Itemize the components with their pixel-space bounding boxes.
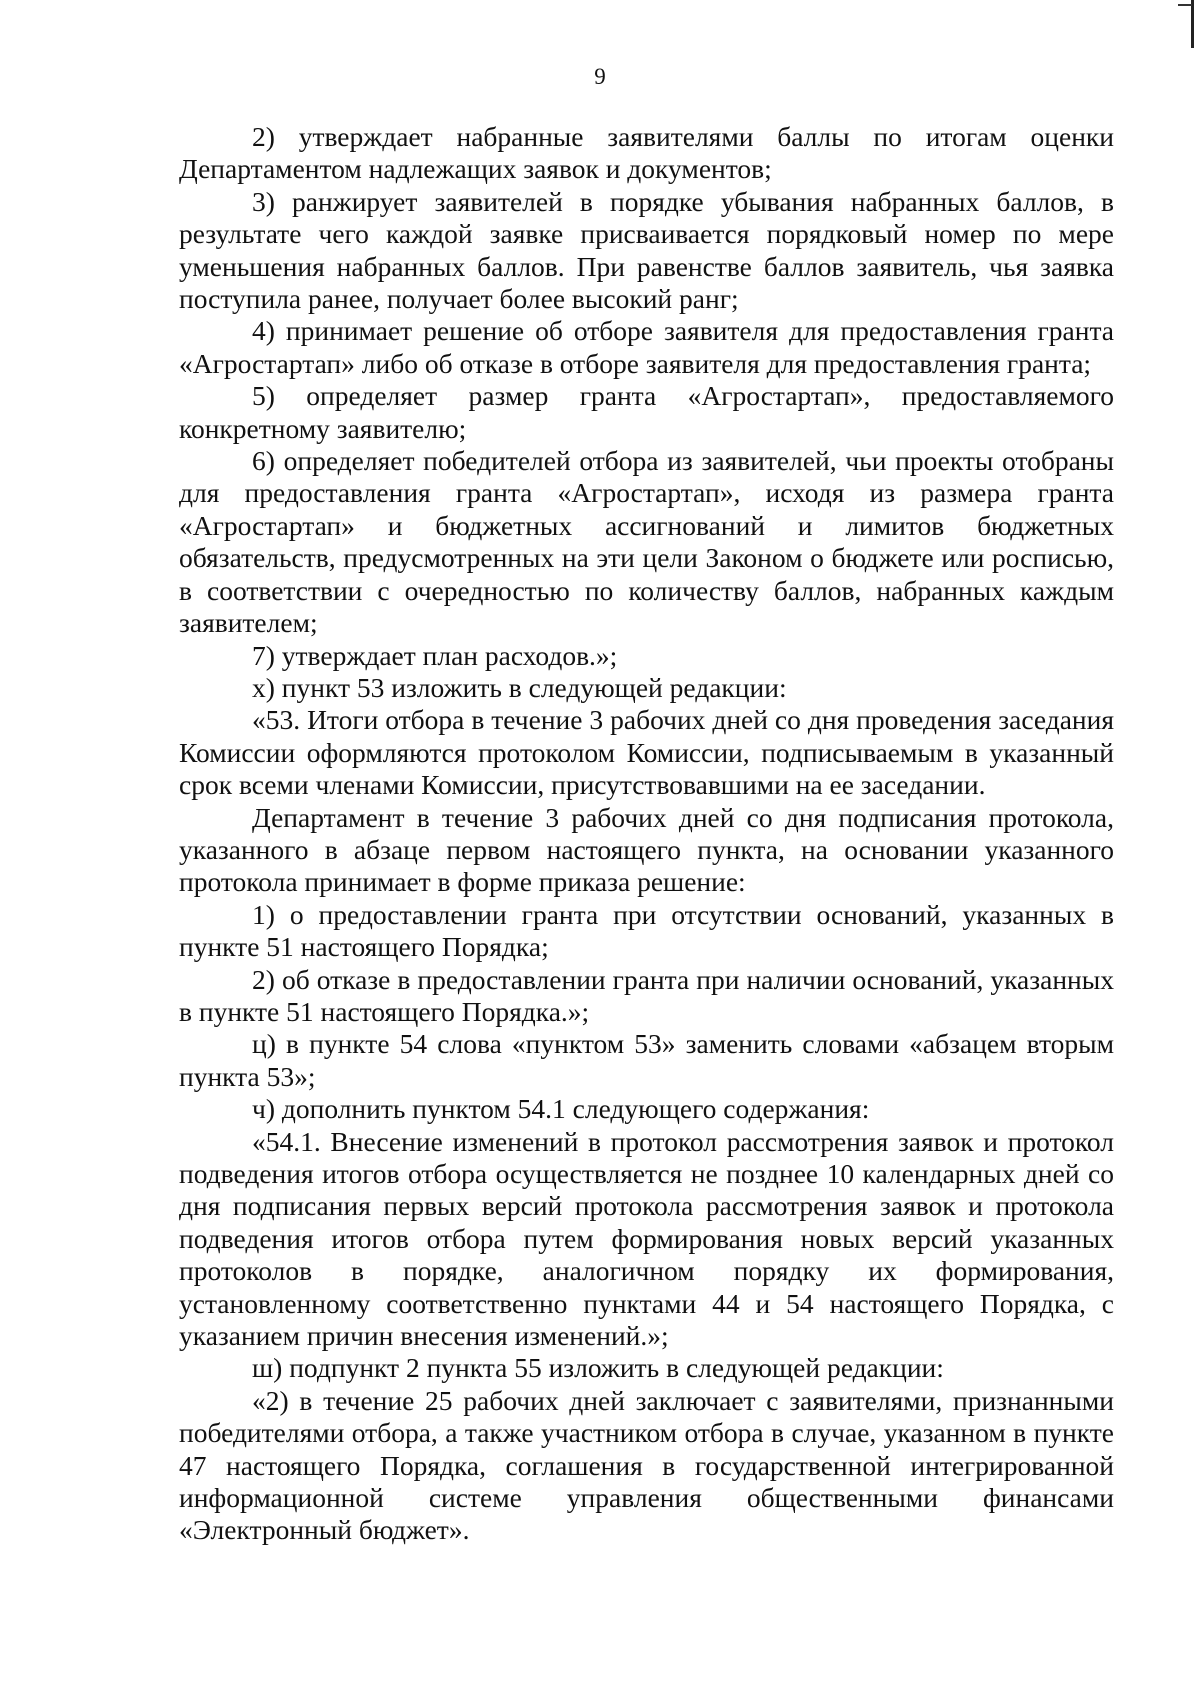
paragraph: «53. Итоги отбора в течение 3 рабочих дней со дня проведения заседания Комиссии оформляются протоколом Комиссии, подписываемым в указанный срок всеми членами Комиссии, присутствовавшими на ее заседании. <box>179 704 1114 801</box>
paragraph: 2) об отказе в предоставлении гранта при наличии оснований, указанных в пункте 51 настоящего Порядка.»; <box>179 963 1114 1027</box>
scan-edge-mark-cap <box>1178 4 1192 6</box>
paragraph: Департамент в течение 3 рабочих дней со дня подписания протокола, указанного в абзаце первом настоящего пункта, на основании указанного протокола принимает в форме приказа решение: <box>179 801 1114 898</box>
paragraph: 1) о предоставлении гранта при отсутствии оснований, указанных в пункте 51 настоящего Порядка; <box>179 898 1114 963</box>
paragraph: 4) принимает решение об отборе заявителя для предоставления гранта «Агростартап» либо об отказе в отборе заявителя для предоставления гранта; <box>179 315 1114 379</box>
paragraph: х) пункт 53 изложить в следующей редакции: <box>252 671 787 703</box>
paragraph: 7) утверждает план расходов.»; <box>252 639 618 671</box>
paragraph: ч) дополнить пунктом 54.1 следующего содержания: <box>252 1093 870 1125</box>
scan-edge-mark <box>1191 0 1194 48</box>
paragraph: 6) определяет победителей отбора из заявителей, чьи проекты отобраны для предоставления гранта «Агростартап», исходя из размера гранта «Агростартап» и бюджетных ассигнований и лимитов бюджетных обязательств, предусмотренных на эти цели Законом о бюджете или росписью, в соответствии с очередностью по количеству баллов, набранных каждым заявителем; <box>179 445 1114 639</box>
page-number: 9 <box>594 64 606 89</box>
paragraph: ш) подпункт 2 пункта 55 изложить в следующей редакции: <box>252 1352 944 1384</box>
paragraph: 3) ранжирует заявителей в порядке убывания набранных баллов, в результате чего каждой заявке присваивается порядковый номер по мере уменьшения набранных баллов. При равенстве баллов заявитель, чья заявка поступила ранее, получает более высокий ранг; <box>179 185 1114 315</box>
document-body <box>179 121 1114 1547</box>
paragraph: «2) в течение 25 рабочих дней заключает с заявителями, признанными победителями отбора, а также участником отбора в случае, указанном в пункте 47 настоящего Порядка, соглашения в государственной интегрированной информационной системе управления общественными финансами «Электронный бюджет». <box>179 1384 1114 1546</box>
paragraph: 2) утверждает набранные заявителями баллы по итогам оценки Департаментом надлежащих заявок и документов; <box>179 121 1114 185</box>
paragraph: ц) в пункте 54 слова «пунктом 53» заменить словами «абзацем вторым пункта 53»; <box>179 1028 1114 1092</box>
paragraph: «54.1. Внесение изменений в протокол рассмотрения заявок и протокол подведения итогов отбора осуществляется не позднее 10 календарных дней со дня подписания первых версий протокола рассмотрения заявок и протокола подведения итогов отбора путем формирования новых версий указанных протоколов в порядке, аналогичном порядку их формирования, установленному соответственно пунктами 44 и 54 настоящего Порядка, с указанием причин внесения изменений.»; <box>179 1125 1114 1352</box>
paragraph: 5) определяет размер гранта «Агростартап», предоставляемого конкретному заявителю; <box>179 380 1114 444</box>
